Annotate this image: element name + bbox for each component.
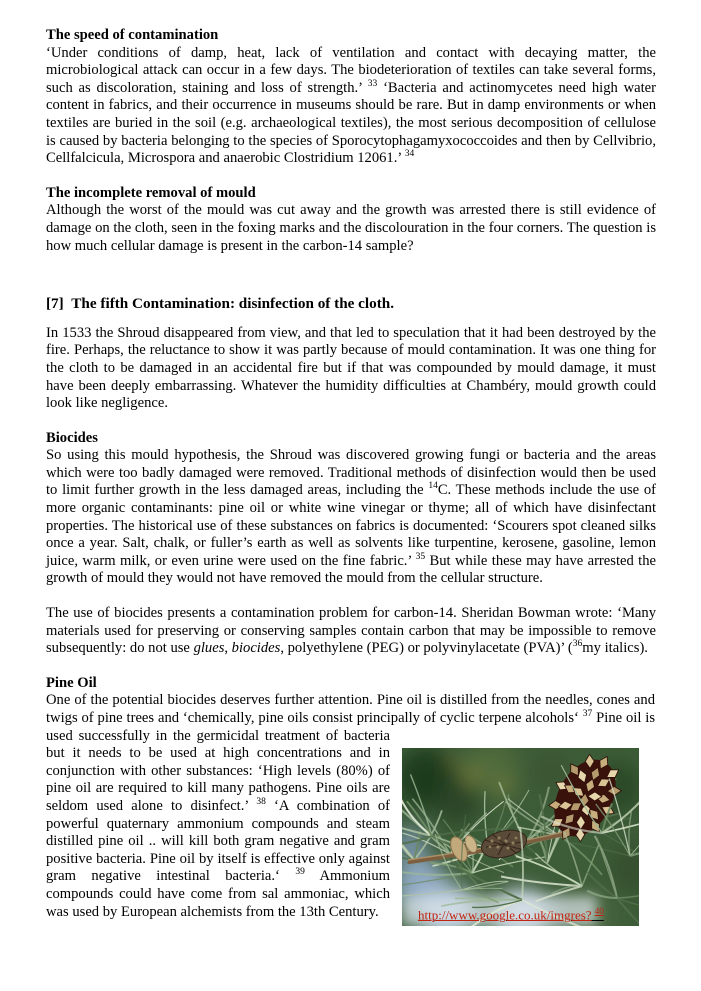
section-heading-pine-oil: Pine Oil bbox=[46, 674, 97, 691]
paragraph-biocides-1: So using this mould hypothesis, the Shroud was discovered growing fungi or bacteria and the areas which were too badly damaged were removed. Traditional methods of disinfection would then be used to limit further growth in the less damaged areas, including the $^{14}$C. These methods include the use of more organic contaminants: pine oil or white wine vinegar or thyme; all of which have disinfectant properties. The historical use of these substances on fabrics is documented: ‘Scourers spot cleaned silks once a year. Salt, chalk, or fuller’s earth as well as solvents like turpentine, kerosene, gasoline, lemon juice, warm milk, or even urine were used on the fine fabric.’ $^{35}$ But while these may have arrested the growth of mould they would not have removed the mould from the cellular structure. bbox=[46, 447, 656, 587]
figure-caption-ref: 40 bbox=[594, 906, 604, 917]
chapter-heading-7: [7] The fifth Contamination: disinfection of the cloth. bbox=[46, 295, 395, 313]
paragraph-biocides-2: The use of biocides presents a contamination problem for carbon-14. Sheridan Bowman wrote: ‘Many materials used for preserving or conserving samples contain carbon that may be impossible to remove subsequently: do not use glues, biocides, polyethylene (PEG) or polyvinylacetate (PVA)’ ($^{36}$my italics). bbox=[46, 605, 656, 657]
figure-caption-link[interactable]: http://www.google.co.uk/imgres? bbox=[418, 907, 592, 923]
figure-caption bbox=[418, 904, 604, 922]
float-spacer bbox=[655, 692, 656, 728]
section-heading-mould: The incomplete removal of mould bbox=[46, 184, 256, 201]
paragraph-pine-oil: One of the potential biocides deserves further attention. Pine oil is distilled from the needles, cones and twigs of pine trees and ‘chemically, pine oils consist principally of cyclic terpene alcohols‘ $^{37}$ Pine oil is used successfully in the germicidal treatment of bacteria but it needs to be used at high concentrations and in conjunction with other substances: ‘High levels (80%) of pine oil are required to kill many pathogens. Pine oils are seldom used alone to disinfect.’ $^{38}$ ‘A combination of powerful quaternary ammonium compounds and steam distilled pine oil .. will kill both gram negative and gram positive bacteria. Pine oil by itself is effective only against gram negative intestinal bacteria.‘ $^{39}$ Ammonium compounds could have come from sal ammoniac, which was used by European alchemists from the 13th Century. bbox=[46, 692, 655, 920]
pine-oil-section bbox=[46, 692, 656, 921]
pine-photo-image bbox=[402, 748, 639, 926]
pine-branch-photo bbox=[402, 748, 639, 926]
section-heading-speed: The speed of contamination bbox=[46, 27, 219, 43]
section-heading-biocides: Biocides bbox=[46, 429, 98, 446]
paragraph-mould: Although the worst of the mould was cut away and the growth was arrested there is still evidence of damage on the cloth, seen in the foxing marks and the discolouration in the four corners. The question is how much cellular damage is present in the carbon-14 sample? bbox=[46, 202, 656, 254]
paragraph-chapter7: In 1533 the Shroud disappeared from view, and that led to speculation that it had been destroyed by the fire. Perhaps, the reluctance to show it was partly because of mould contamination. It was one thing for the cloth to be damaged in an accidental fire but if that was compounded by mould damage, it must have been deeply embarrassing. Whatever the humidity difficulties at Chambéry, mould growth could look like negligence. bbox=[46, 324, 656, 412]
paragraph-speed: ‘Under conditions of damp, heat, lack of ventilation and contact with decaying matter, the microbiological attack can occur in a few days. The biodeterioration of textiles can take several forms, such as discoloration, staining and loss of strength.’ $^{33}$ ‘Bacteria and actinomycetes need high water content in fabrics, and their occurrence in museums should be rare. But in damp environments or when textiles are buried in the soil (e.g. archaeological textiles), the most serious decomposition of cellulose is caused by bacteria belonging to the species of Sporocytophagamyxococcoides and then by Cellvibrio, Cellfalcicula, Microspora and anaerobic Clostridium 12061.’ $^{34}$ bbox=[46, 44, 656, 167]
